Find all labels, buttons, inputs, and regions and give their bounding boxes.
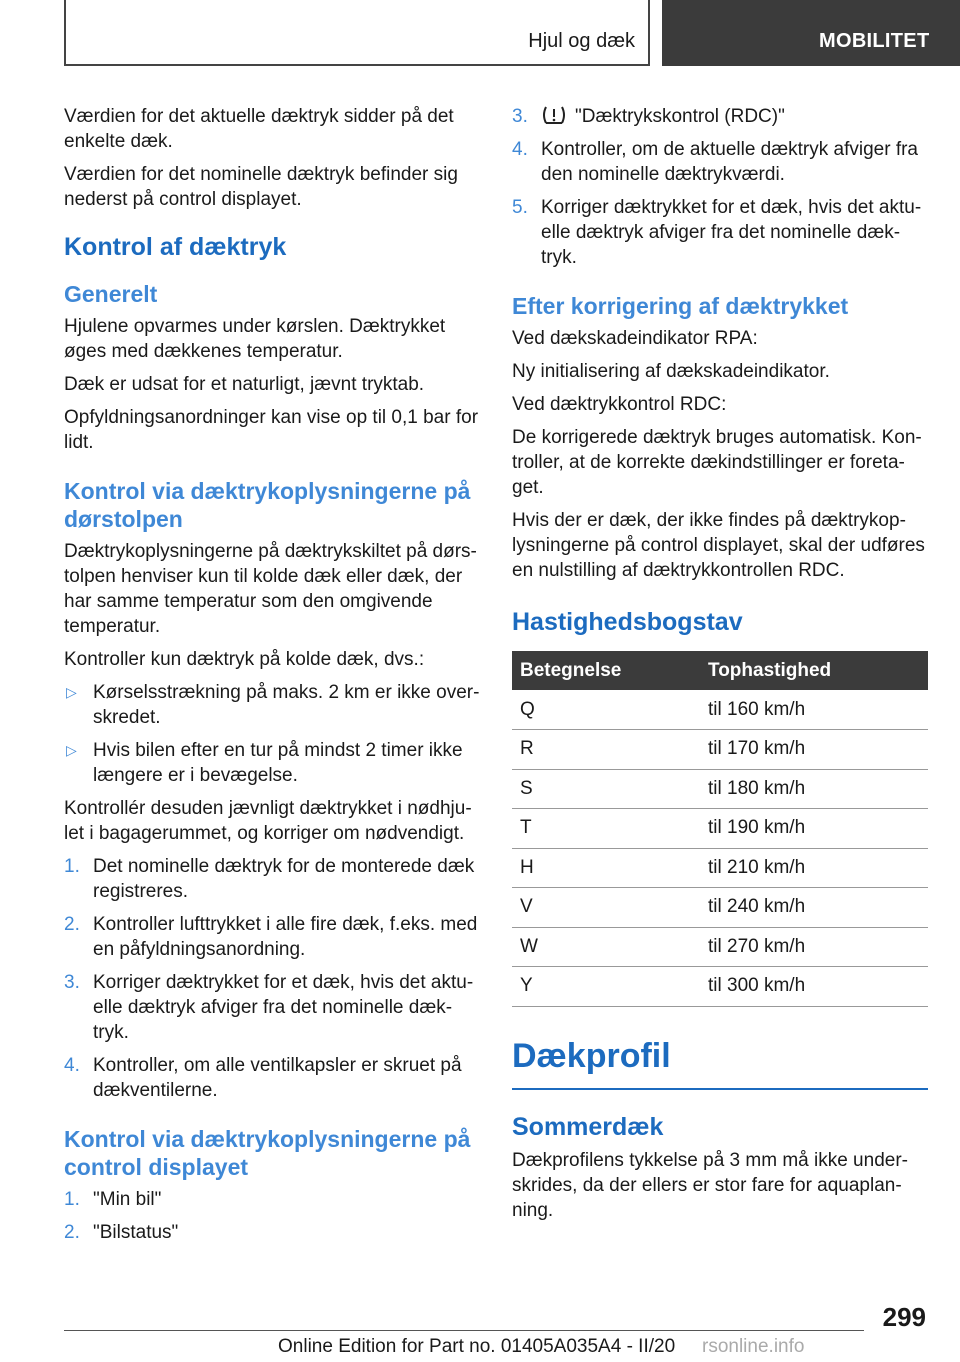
list-item: 1. "Min bil" (64, 1189, 162, 1210)
table-row: Q til 160 km/h (512, 690, 928, 730)
paragraph: Værdien for det nominelle dæktryk befinder sig nederst på control displayet. (64, 164, 458, 210)
table-row: V til 240 km/h (512, 888, 928, 928)
paragraph: Hvis der er dæk, der ikke findes på dæktrykoplysningerne på control displayet, skal der udføres en nulstilling af dæktrykkontrollen RDC. (512, 510, 925, 581)
paragraph: Hjulene opvarmes under kørslen. Dæktrykket øges med dækkenes temperatur. (64, 316, 446, 362)
heading-speed-rating: Hastighedsbogstav (512, 608, 743, 636)
paragraph: Ved dækskadeindikator RPA: (512, 328, 758, 349)
chapter-tab (662, 0, 960, 66)
paragraph: Kontroller kun dæktryk på kolde dæk, dvs.: (64, 649, 425, 670)
paragraph: De korrigerede dæktryk bruges automatisk. Kontroller, at de korrekte dækindstillinger er foretaget. (512, 427, 922, 498)
list-item: 3. "Dæktrykskontrol (RDC)" (512, 106, 785, 127)
heading-check-tire-pressure: Kontrol af dæktryk (64, 233, 287, 261)
table-row: S til 180 km/h (512, 769, 928, 809)
page-number: 299 (882, 1302, 926, 1332)
column-header: Tophastighed (700, 651, 928, 690)
triangle-bullet-icon: ▷ (66, 742, 77, 758)
table-row: T til 190 km/h (512, 809, 928, 849)
step-list (64, 854, 480, 1103)
paragraph: Dæktrykoplysningerne på dæktrykskiltet på dørstolpen henviser kun til kolde dæk eller dæk, der har samme temperatur som den omgivende temperatur. (64, 541, 477, 637)
list-item: 4. Kontroller, om alle ventilkapsler er skruet på dækventilerne. (64, 1055, 462, 1101)
step-list (512, 104, 928, 270)
paragraph: Ny initialisering af dækskadeindikator. (512, 361, 830, 382)
list-item: ▷ Kørselsstrækning på maks. 2 km er ikke overskredet. (66, 682, 480, 728)
table-row: R til 170 km/h (512, 730, 928, 770)
heading-control-display: Kontrol via dæktrykoplysningerne på control displayet (64, 1126, 471, 1180)
list-item: 5. Korriger dæktrykket for et dæk, hvis det aktuelle dæktryk afviger fra det nominelle dæktryk. (512, 197, 922, 268)
heading-door-pillar: Kontrol via dæktrykoplysningerne på dørstolpen (64, 478, 471, 532)
table-header-row (512, 651, 928, 690)
footer-divider (64, 1330, 864, 1331)
paragraph: Opfyldningsanordninger kan vise op til 0,1 bar for lidt. (64, 407, 479, 453)
triangle-bullet-icon: ▷ (66, 684, 77, 700)
heading-general: Generelt (64, 281, 158, 307)
right-column (512, 104, 928, 1231)
list-item: 2. "Bilstatus" (64, 1222, 179, 1243)
section-title: Hjul og dæk (528, 30, 635, 52)
table-row: H til 210 km/h (512, 848, 928, 888)
speed-rating-table (512, 651, 928, 1007)
step-list (64, 1187, 480, 1245)
column-header: Betegnelse (512, 651, 700, 690)
bullet-list (64, 680, 480, 788)
list-item: ▷ Hvis bilen efter en tur på mindst 2 timer ikke længere er i bevægelse. (66, 740, 463, 786)
watermark: rsonline.info (702, 1336, 805, 1357)
list-item: 3. Korriger dæktrykket for et dæk, hvis det aktuelle dæktryk afviger fra det nominelle dæktryk. (64, 972, 474, 1043)
chapter-title: MOBILITET (819, 30, 930, 52)
paragraph: Dæk er udsat for et naturligt, jævnt tryktab. (64, 374, 425, 395)
tire-pressure-warning-icon (541, 105, 567, 125)
heading-after-correction: Efter korrigering af dæktrykket (512, 293, 849, 319)
paragraph: Værdien for det aktuelle dæktryk sidder på det enkelte dæk. (64, 106, 454, 152)
heading-summer-tires: Sommerdæk (512, 1112, 664, 1141)
table-row: W til 270 km/h (512, 927, 928, 967)
paragraph: Kontrollér desuden jævnligt dæktrykket i nødhjulet i bagagerummet, og korriger om nødvendigt. (64, 798, 472, 844)
list-item: 2. Kontroller lufttrykket i alle fire dæk, f.eks. med en påfyldningsanordning. (64, 914, 478, 960)
left-column (64, 104, 480, 1253)
list-item: 4. Kontroller, om de aktuelle dæktryk afviger fra den nominelle dæktrykværdi. (512, 139, 919, 185)
table-row: Y til 300 km/h (512, 967, 928, 1007)
list-item: 1. Det nominelle dæktryk for de monterede dæk registreres. (64, 856, 475, 902)
heading-tread-depth: Dækprofil (512, 1037, 928, 1090)
paragraph: Ved dæktrykkontrol RDC: (512, 394, 727, 415)
paragraph: Dækprofilens tykkelse på 3 mm må ikke underskrides, da der ellers er stor fare for aquaplanning. (512, 1149, 908, 1221)
footer-edition: Online Edition for Part no. 01405A035A4 - II/20 (278, 1336, 676, 1357)
